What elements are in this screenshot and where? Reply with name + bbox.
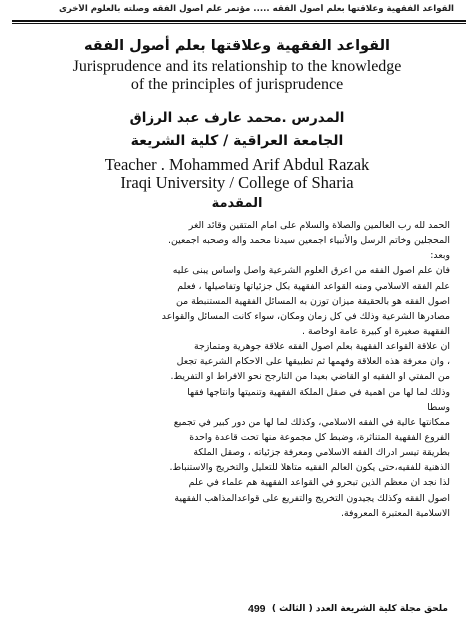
journal-name: ملحق مجلة كلية الشريعة العدد ( الثالث )	[271, 604, 448, 614]
body-line: الاسلامية المعتبرة المعروفة.	[341, 507, 450, 519]
body-line: الذهنية للفقيه،حتى يكون العالم الفقيه متاهلا للتعليل والتخريج والاستنباط.	[169, 462, 450, 474]
body-line: الحمد لله رب العالمين والصلاة والسلام على امام المتقين وقائد الغر	[188, 220, 450, 231]
university-arabic: الجامعة العراقية / كلية الشريعة	[130, 133, 344, 149]
article-title-arabic: القواعد الفقهية وعلاقتها بعلم أصول الفقه	[83, 38, 390, 54]
author-block-english	[20, 156, 454, 192]
body-line: وذلك لما لها من اهمية في صقل الملكة الفقهية وتنميتها وانتاجها فقها	[187, 386, 450, 398]
body-line: بطريقة تيسر ادراك الفقه الاسلامي ومعرفة جزئياته ، وصقل الملكة	[193, 447, 450, 459]
body-line: ان علاقة القواعد الفقهية بعلم اصول الفقه علاقة جوهرية ومتمازجة	[193, 341, 450, 353]
title-en-line-1: Jurisprudence and its relationship to the knowledge	[72, 58, 402, 75]
university-english: Iraqi University / College of Sharia	[120, 173, 354, 192]
body-line: وبعد:	[430, 250, 450, 262]
body-line: فان علم اصول الفقه من اعرق العلوم الشرعية واصل واساس يبنى عليه	[172, 265, 450, 277]
body-line: ممكانتها عالية في الفقه الاسلامي، وكذلك لما لها من دور كبير في تجميع	[173, 416, 450, 428]
body-line: ، وان معرفة هذه العلاقة وفهمها ثم تطبيقها على الاحكام الشرعية تجعل	[176, 356, 450, 368]
header-divider	[12, 20, 466, 24]
article-title-english	[20, 58, 454, 94]
title-en-line-2: of the principles of jurisprudence	[130, 76, 344, 93]
body-line: لذا نجد ان معظم الذين تبحرو في القواعد الفقهية هم علماء في علم	[188, 477, 450, 489]
body-line: وسطا	[427, 401, 450, 413]
section-heading-introduction: المقدمة	[211, 196, 263, 211]
running-header: القواعد الفقهية وعلاقتها بعلم أصول الفقه ..... مؤتمر علم أصول الفقه وصلته بالعلوم الأخرى	[59, 4, 454, 14]
body-line: علم الفقه الاسلامي ومنه القواعد الفقهية بكل جزئياتها وتفاصيلها ، فعلم	[177, 280, 450, 292]
body-line: الفروع الفقهية المتناثرة، وضبط كل مجموعة منها تحت قاعدة واحدة	[189, 431, 450, 443]
body-line: من المفتي او الفقيه او القاضي بعيدا من التارجح نحو الافراط او التفريط.	[170, 371, 450, 383]
body-line: المحجلين وخاتم الرسل والأنبياء اجمعين سيدنا محمد واله وصحبه اجمعين.	[168, 235, 450, 247]
page-footer	[26, 603, 448, 619]
body-line: مصادرها الشرعية وذلك في كل زمان ومكان، سواء كانت المسائل والقواعد	[161, 310, 450, 322]
author-name-arabic: المدرس .محمد عارف عبد الرزاق	[129, 110, 345, 126]
author-name-english: Teacher . Mohammed Arif Abdul Razak	[104, 155, 370, 174]
body-text	[20, 218, 450, 521]
body-line: الفقهية صغيرة او كبيرة عامة اوخاصة .	[302, 325, 450, 337]
body-line: اصول الفقه هو بالحقيقة ميزان توزن به المسائل الفقهية المستنبطة من	[175, 295, 450, 307]
body-line: اصول الفقه وكذلك يجيدون التخريج والتفريع على قواعدالمذاهب الفقهية	[174, 492, 450, 504]
page-number: 499	[248, 603, 266, 615]
